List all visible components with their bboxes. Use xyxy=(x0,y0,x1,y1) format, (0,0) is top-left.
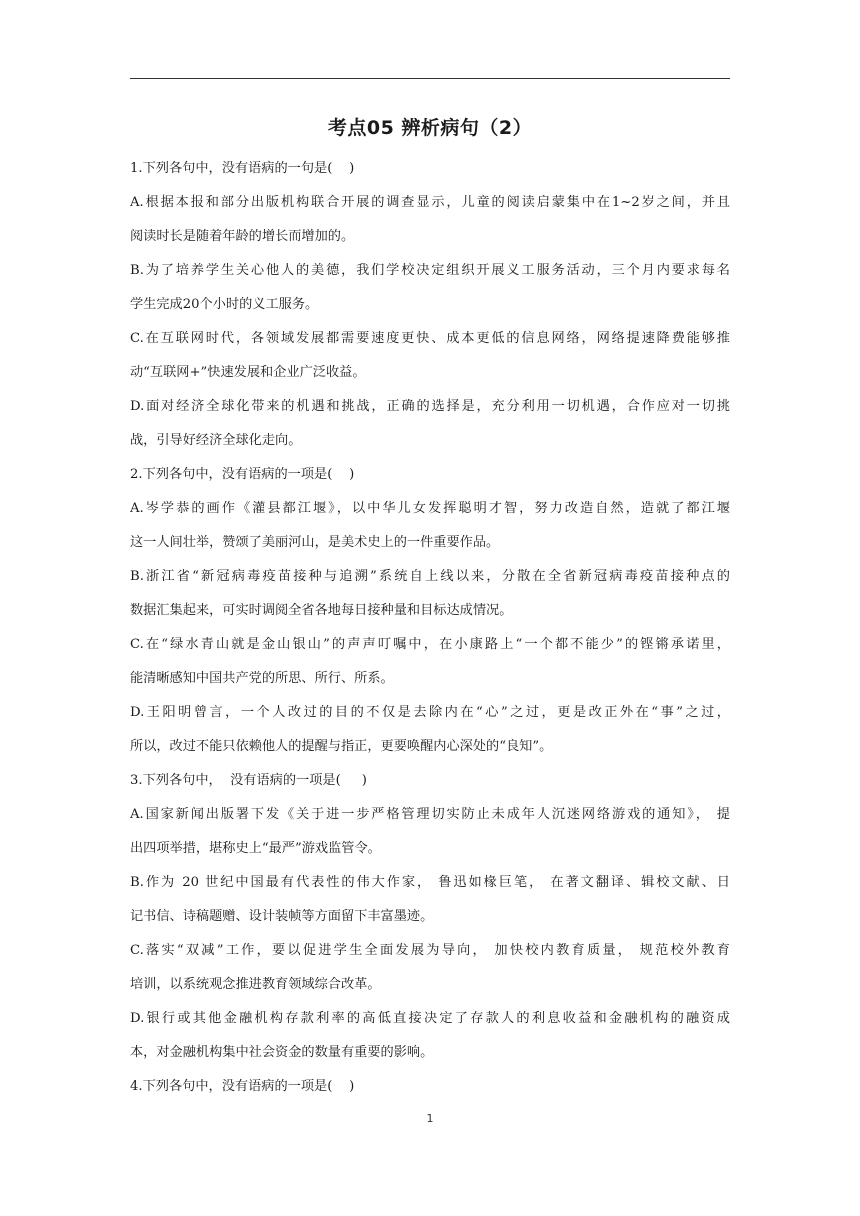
question-stem: 2.下列各句中，没有语病的一项是( ) xyxy=(130,467,355,482)
option-line: 所以，改过不能只依赖他人的提醒与指正，更要唤醒内心深处的“良知”。 xyxy=(130,739,553,754)
option-line: 能清晰感知中国共产党的所思、所行、所系。 xyxy=(130,671,394,686)
page-number: 1 xyxy=(426,1112,434,1125)
option-line: A.国家新闻出版署下发《关于进一步严格管理切实防止未成年人沉迷网络游戏的通知》， 提 xyxy=(130,807,730,822)
option-line: B.为了培养学生关心他人的美德，我们学校决定组织开展义工服务活动，三个月内要求每名 xyxy=(130,263,730,278)
option-line: 战，引导好经济全球化走向。 xyxy=(130,433,302,448)
option-line: A.岑学恭的画作《灌县都江堰》，以中华儿女发挥聪明才智，努力改造自然，造就了都江堰 xyxy=(130,501,730,516)
option-line: 阅读时长是随着年龄的增长而增加的。 xyxy=(130,229,355,244)
header-rule xyxy=(130,78,730,79)
option-line: D.王阳明曾言，一个人改过的目的不仅是去除内在“心”之过，更是改正外在“事”之过， xyxy=(130,705,730,720)
option-line: 动“互联网+”快速发展和企业广泛收益。 xyxy=(130,365,366,380)
question-stem: 4.下列各句中，没有语病的一项是( ) xyxy=(130,1079,355,1094)
option-line: B.作为 20 世纪中国最有代表性的伟大作家， 鲁迅如椽巨笔， 在著文翻译、辑校文献、日 xyxy=(130,875,730,890)
option-line: D.银行或其他金融机构存款利率的高低直接决定了存款人的利息收益和金融机构的融资成 xyxy=(130,1011,730,1026)
option-line: B.浙江省“新冠病毒疫苗接种与追溯”系统自上线以来，分散在全省新冠病毒疫苗接种点的 xyxy=(130,569,730,584)
option-line: 本，对金融机构集中社会资金的数量有重要的影响。 xyxy=(130,1045,434,1060)
option-line: D.面对经济全球化带来的机遇和挑战，正确的选择是，充分利用一切机遇，合作应对一切挑 xyxy=(130,399,730,414)
option-line: C.在“绿水青山就是金山银山”的声声叮嘱中，在小康路上“一个都不能少”的铿锵承诺里， xyxy=(130,637,730,652)
option-line: 学生完成20个小时的义工服务。 xyxy=(130,297,319,312)
option-line: 出四项举措，堪称史上“最严”游戏监管令。 xyxy=(130,841,381,856)
option-line: A.根据本报和部分出版机构联合开展的调查显示，儿童的阅读启蒙集中在1~2岁之间，并且 xyxy=(130,195,730,210)
option-line: C.在互联网时代，各领域发展都需要速度更快、成本更低的信息网络，网络提速降费能够推 xyxy=(130,331,730,346)
option-line: 记书信、诗稿题赠、设计装帧等方面留下丰富墨迹。 xyxy=(130,909,434,924)
question-stem: 1.下列各句中，没有语病的一句是( ) xyxy=(130,161,355,176)
question-list xyxy=(130,152,730,1104)
option-line: 这一人间壮举，赞颂了美丽河山，是美术史上的一件重要作品。 xyxy=(130,535,500,550)
option-line: C.落实“双减”工作，要以促进学生全面发展为导向， 加快校内教育质量， 规范校外教育 xyxy=(130,943,730,958)
question-stem: 3.下列各句中， 没有语病的一项是( ) xyxy=(130,773,367,788)
option-line: 数据汇集起来，可实时调阅全省各地每日接种量和目标达成情况。 xyxy=(130,603,513,618)
page-title: 考点05 辨析病句（2） xyxy=(327,117,533,139)
option-line: 培训，以系统观念推进教育领域综合改革。 xyxy=(130,977,381,992)
